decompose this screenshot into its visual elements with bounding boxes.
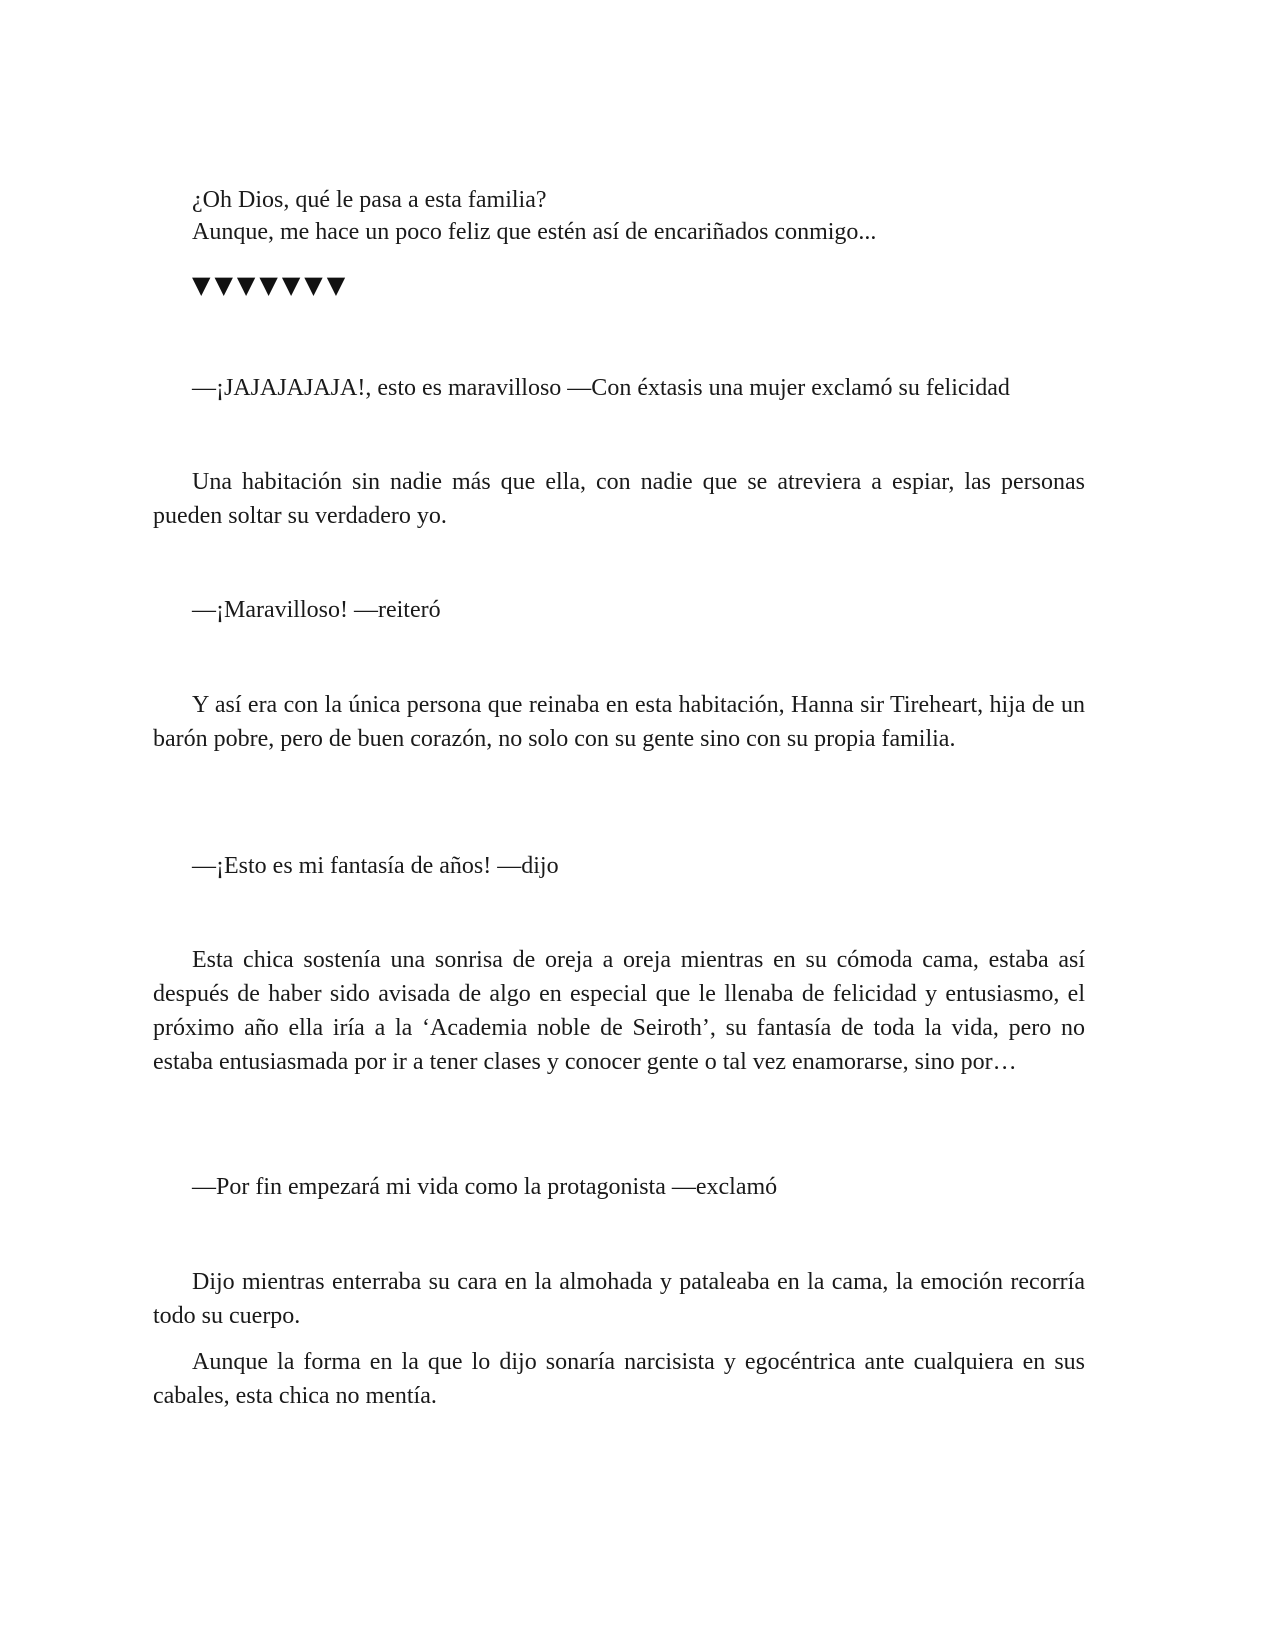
narrative-paragraph: Aunque la forma en la que lo dijo sonaría narcisista y egocéntrica ante cualquiera en sus cabales, esta chica no mentía.: [153, 1349, 1085, 1409]
intro-line-1: ¿Oh Dios, qué le pasa a esta familia?: [192, 187, 547, 213]
intro-line-2: Aunque, me hace un poco feliz que estén así de encariñados conmigo...: [192, 219, 877, 245]
dialogue-line: —¡Esto es mi fantasía de años! —dijo: [192, 853, 559, 879]
narrative-paragraph: Y así era con la única persona que reinaba en esta habitación, Hanna sir Tireheart, hija de un barón pobre, pero de buen corazón, no solo con su gente sino con su propia familia.: [153, 692, 1085, 752]
dialogue-line: —¡Maravilloso! —reiteró: [192, 597, 441, 623]
narrative-paragraph: Esta chica sostenía una sonrisa de oreja a oreja mientras en su cómoda cama, estaba así después de haber sido avisada de algo en especial que le llenaba de felicidad y entusiasmo, el próximo año ella iría a la ‘Academia noble de Seiroth’, su fantasía de toda la vida, pero no estaba entusiasmada por ir a tener clases y conocer gente o tal vez enamorarse, sino por…: [153, 947, 1085, 1075]
dialogue-line: —Por fin empezará mi vida como la protagonista —exclamó: [192, 1174, 778, 1200]
narrative-paragraph: Una habitación sin nadie más que ella, con nadie que se atreviera a espiar, las personas pueden soltar su verdadero yo.: [153, 469, 1085, 529]
narrative-paragraph: Dijo mientras enterraba su cara en la almohada y pataleaba en la cama, la emoción recorría todo su cuerpo.: [153, 1269, 1085, 1329]
dialogue-line: —¡JAJAJAJAJA!, esto es maravilloso —Con éxtasis una mujer exclamó su felicidad: [192, 375, 1010, 401]
section-separator: ▼▼▼▼▼▼▼: [192, 271, 350, 299]
